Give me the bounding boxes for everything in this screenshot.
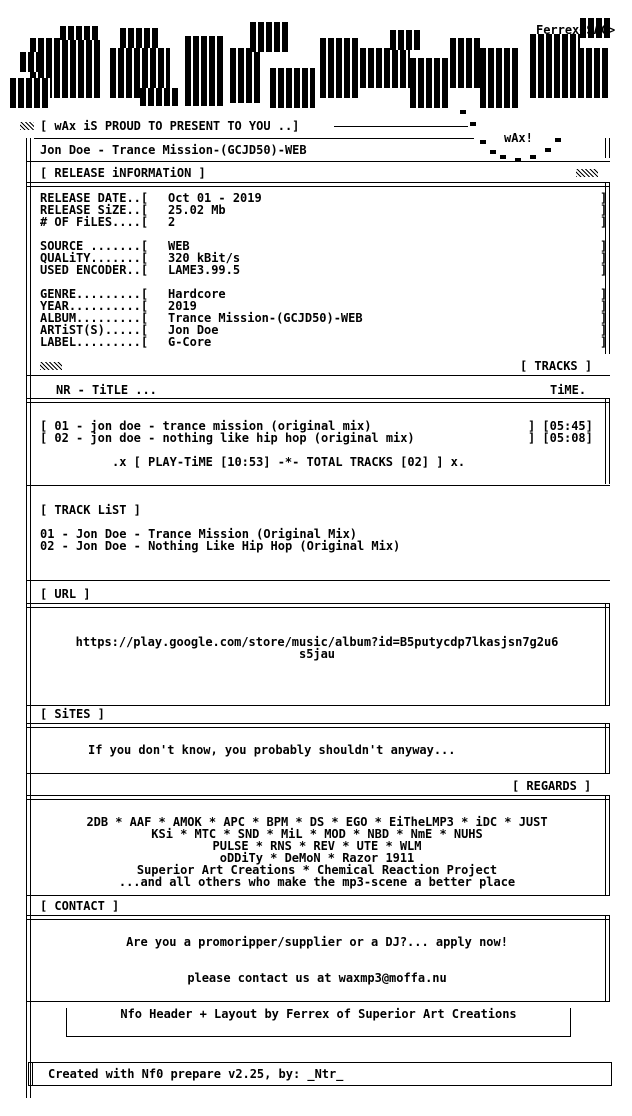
divider [66, 1036, 571, 1037]
divider [26, 398, 610, 403]
release-info-bracket: ] [600, 323, 608, 337]
divider [34, 138, 474, 139]
release-info-bracket: ] [600, 335, 608, 349]
release-info-value: 25.02 Mb [168, 203, 226, 217]
release-info-value: 320 kBit/s [168, 251, 241, 265]
release-info-label: ARTiST(S).....[ [40, 323, 149, 337]
logo-block [570, 48, 610, 98]
regards-line-2: KSi * MTC * SND * MiL * MOD * NBD * NmE * NUHS [151, 827, 483, 841]
logo-dot [480, 140, 486, 144]
logo-dot [470, 122, 476, 126]
release-info-label: LABEL.........[ [40, 335, 149, 349]
logo-block [120, 28, 160, 48]
release-info-value: 2 [168, 215, 176, 229]
release-info-title: [ RELEASE iNFORMATiON ] [40, 166, 206, 180]
release-info-value: G-Core [168, 335, 212, 349]
release-info-label: USED ENCODER..[ [40, 263, 149, 277]
logo-dot [530, 155, 536, 159]
regards-title: [ REGARDS ] [512, 779, 592, 793]
release-info-value: Oct 01 - 2019 [168, 191, 262, 205]
divider [26, 795, 610, 800]
track-list-title: [ TRACK LiST ] [40, 503, 141, 517]
logo-dot [460, 110, 466, 114]
logo-block [20, 52, 40, 72]
divider [26, 773, 610, 774]
group-tag: wAx! [504, 131, 533, 145]
contact-line-1: Are you a promoripper/supplier or a DJ?... apply now! [126, 935, 508, 949]
right-rail [605, 723, 610, 773]
release-info-bracket: ] [600, 191, 608, 205]
tracks-col-title: NR - TiTLE ... [56, 383, 157, 397]
divider [26, 1001, 610, 1002]
release-info-label: GENRE.........[ [40, 287, 149, 301]
logo-block [410, 58, 450, 108]
release-info-bracket: ] [600, 311, 608, 325]
release-info-value: Trance Mission-(GCJD50)-WEB [168, 311, 363, 325]
tracks-title: [ TRACKS ] [520, 359, 593, 373]
divider [26, 705, 610, 706]
release-info-value: WEB [168, 239, 190, 253]
created-with: Created with Nf0 prepare v2.25, by: _Ntr_ [48, 1067, 344, 1081]
url-title: [ URL ] [40, 587, 91, 601]
regards-line-5: Superior Art Creations * Chemical Reaction Project [136, 863, 498, 877]
regards-line-1: 2DB * AAF * AMOK * APC * BPM * DS * EGO * EiTheLMP3 * iDC * JUST [86, 815, 548, 829]
release-info-bracket: ] [600, 251, 608, 265]
logo-block [185, 36, 225, 106]
logo-block [270, 68, 315, 108]
logo-block [320, 38, 360, 98]
tracks-col-time: TiME. [550, 383, 587, 397]
divider [26, 603, 610, 608]
wax-logo-art [10, 8, 622, 120]
release-info-bracket: ] [600, 215, 608, 229]
hatch-decoration [576, 169, 598, 177]
url-line-2[interactable]: s5jau [298, 647, 336, 661]
release-info-label: # OF FiLES....[ [40, 215, 149, 229]
release-info-bracket: ] [600, 203, 608, 217]
right-rail [605, 603, 610, 705]
release-info-value: Hardcore [168, 287, 226, 301]
contact-title: [ CONTACT ] [40, 899, 120, 913]
regards-line-4: oDDiTy * DeMoN * Razor 1911 [219, 851, 415, 865]
track-list-item-2: 02 - Jon Doe - Nothing Like Hip Hop (Original Mix) [40, 539, 401, 553]
release-info-label: SOURCE .......[ [40, 239, 149, 253]
logo-block [230, 48, 260, 103]
url-line-1[interactable]: https://play.google.com/store/music/album?id=B5putycdp7lkasjsn7g2u6 [75, 635, 559, 649]
release-info-label: YEAR..........[ [40, 299, 149, 313]
logo-dot [555, 138, 561, 142]
layout-credit: Nfo Header + Layout by Ferrex of Superior Art Creations [120, 1007, 517, 1021]
divider [26, 580, 610, 581]
logo-block [450, 38, 480, 88]
divider [334, 126, 468, 127]
release-info-label: RELEASE DATE..[ [40, 191, 149, 205]
release-info-label: ALBUM.........[ [40, 311, 149, 325]
logo-block [360, 48, 410, 88]
divider [26, 485, 610, 486]
present-line: [ wAx iS PROUD TO PRESENT TO YOU ..] [40, 119, 300, 133]
sites-title: [ SiTES ] [40, 707, 105, 721]
logo-block [480, 48, 520, 108]
hatch-decoration [40, 362, 62, 370]
track-row-2-time: ] [05:08] [528, 431, 593, 445]
logo-block [60, 26, 100, 40]
regards-line-3: PULSE * RNS * REV * UTE * WLM [212, 839, 422, 853]
logo-block [10, 78, 50, 108]
release-info-bracket: ] [600, 287, 608, 301]
created-box-inner-rail [32, 1062, 33, 1086]
release-info-value: 2019 [168, 299, 197, 313]
release-info-bracket: ] [600, 263, 608, 277]
release-info-label: QUALiTY.......[ [40, 251, 149, 265]
release-info-bracket: ] [600, 299, 608, 313]
release-info-label: RELEASE SiZE..[ [40, 203, 149, 217]
release-info-value: LAME3.99.5 [168, 263, 241, 277]
author-tag: Ferrex<SAC> [536, 23, 616, 37]
hatch-decoration [20, 122, 34, 130]
contact-line-2: please contact us at waxmp3@moffa.nu [187, 971, 447, 985]
logo-block [390, 30, 420, 50]
divider [26, 182, 610, 187]
track-row-1-title: [ 01 - jon doe - trance mission (original mix) [40, 419, 372, 433]
right-rail [605, 398, 610, 484]
logo-block [140, 88, 180, 106]
divider [26, 161, 610, 162]
logo-dot [545, 148, 551, 152]
track-list-item-1: 01 - Jon Doe - Trance Mission (Original Mix) [40, 527, 358, 541]
left-rail [26, 138, 31, 1098]
right-rail [605, 915, 610, 1001]
right-rail [605, 795, 610, 895]
track-row-2-title: [ 02 - jon doe - nothing like hip hop (original mix) [40, 431, 415, 445]
divider [26, 375, 610, 376]
tracks-summary: .x [ PLAY-TiME [10:53] -*- TOTAL TRACKS [02] ] x. [112, 455, 466, 469]
track-row-1-time: ] [05:45] [528, 419, 593, 433]
divider [26, 723, 610, 728]
sites-text: If you don't know, you probably shouldn't anyway... [88, 743, 456, 757]
logo-dot [500, 155, 506, 159]
release-name: Jon Doe - Trance Mission-(GCJD50)-WEB [40, 143, 307, 157]
divider [26, 915, 610, 920]
logo-block [250, 22, 290, 52]
divider [26, 895, 610, 896]
release-info-value: Jon Doe [168, 323, 219, 337]
regards-line-6: ...and all others who make the mp3-scene a better place [118, 875, 516, 889]
release-info-bracket: ] [600, 239, 608, 253]
logo-dot [490, 150, 496, 154]
right-rail-top [605, 138, 610, 158]
